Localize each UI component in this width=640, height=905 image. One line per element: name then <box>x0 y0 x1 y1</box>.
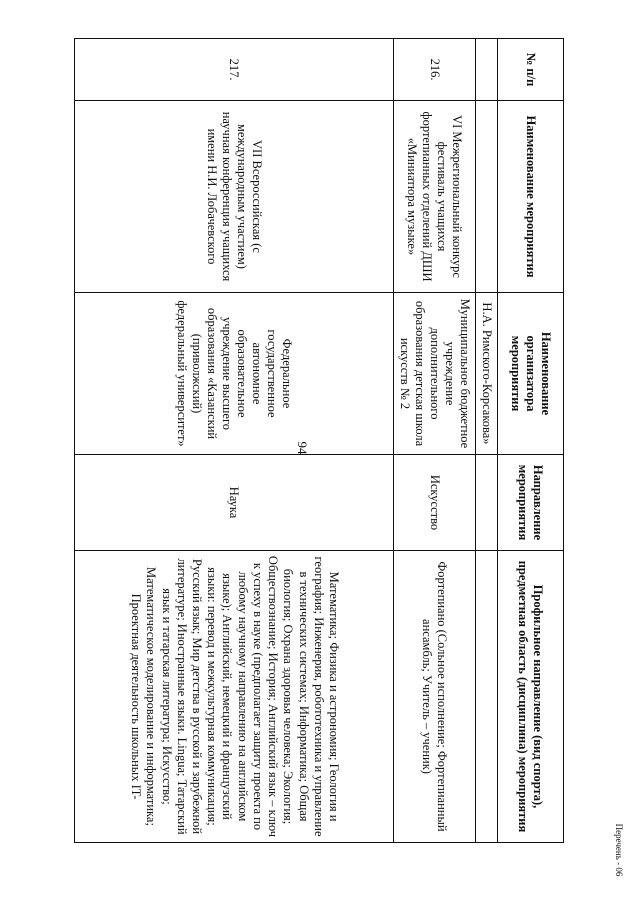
table-row <box>394 39 476 843</box>
cell-organizer: Муниципальное бюджетное учреждение дополнительного образования детская школа искусств № 2 <box>394 293 476 455</box>
cell-profile: Математика; Физика и астрономия; Геология и география; Инженерия, робототехника и управление в технических системах; Информатика; Общая биология; Охрана здоровья человека; Экология; Обществознание; История; Английский язык – ключ к успеху в науке (предполагает защиту проекта по любому научному направлению на английском языке); Английский, немецкий и французский языки: перевод и межкультурная коммуникация; Русский язык; Мир детства в русской и зарубежной литературе; Иностранные языки. Lingua; Татарский язык и татарская литература; Искусство; Математическое моделирование и информатика; Проектная деятельность школьных IT- <box>75 551 394 843</box>
page-number: 94 <box>295 441 310 455</box>
header-direction: Направление мероприятия <box>498 455 564 551</box>
cell-profile: Фортепиано (Сольное исполнение; Фортепианный ансамбль; Учитель – ученик) <box>394 551 476 843</box>
cell-num: 217. <box>75 39 394 101</box>
header-num: № п/п <box>498 39 564 101</box>
events-table <box>74 38 564 843</box>
cell-num: 216. <box>394 39 476 101</box>
cell-profile <box>476 551 498 843</box>
header-event-name: Наименование мероприятия <box>498 101 564 293</box>
cell-direction: Наука <box>75 455 394 551</box>
cell-direction: Искусство <box>394 455 476 551</box>
header-organizer: Наименование организатора мероприятия <box>498 293 564 455</box>
cell-direction <box>476 455 498 551</box>
cell-event-name: VII Всероссийская (с международным участием) научная конференция учащихся имени Н.И. Лобачевского <box>75 101 394 293</box>
table-header-row <box>498 39 564 843</box>
cell-num <box>476 39 498 101</box>
cell-organizer: Н.А. Римского-Корсакова» <box>476 293 498 455</box>
cell-organizer: Федеральное государственное автономное образовательное учреждение высшего образования «Казанский (приволжский) федеральный университет» <box>75 293 394 455</box>
footer-note: Перечень - 06 <box>614 823 624 877</box>
table-row <box>75 39 394 843</box>
header-profile: Профильное направление (вид спорта), предметная область (дисциплина) мероприятия <box>498 551 564 843</box>
cell-event-name <box>476 101 498 293</box>
events-table-container <box>75 38 564 842</box>
table-row-continuation <box>476 39 498 843</box>
cell-event-name: VI Межрегиональный конкурс фестиваль учащихся фортепианных отделений ДШИ «Миниатюра музыке» <box>394 101 476 293</box>
